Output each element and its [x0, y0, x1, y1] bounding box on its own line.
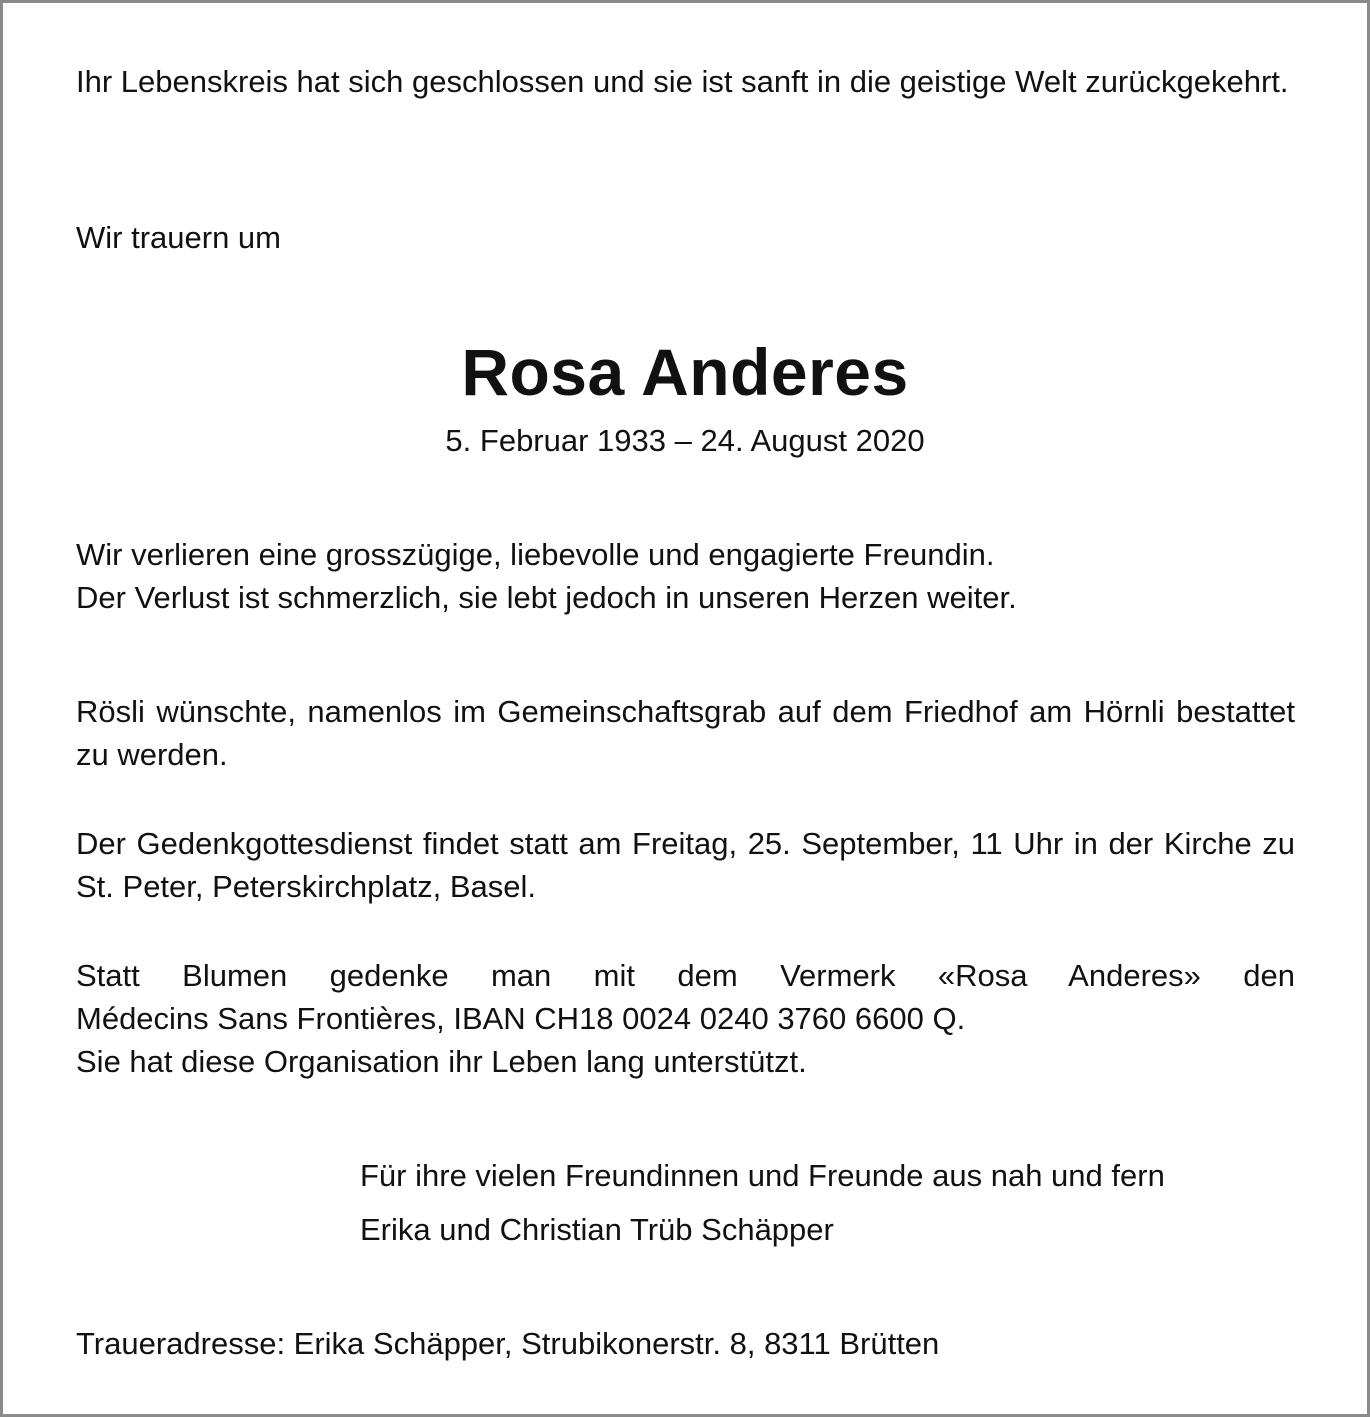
deceased-name: Rosa Anderes: [461, 335, 909, 409]
donation-line-3: Sie hat diese Organisation ihr Leben lang unterstützt.: [76, 1044, 807, 1079]
intro-paragraph: Ihr Lebenskreis hat sich geschlossen und sie ist sanft in die geistige Welt zurückgekehrt.: [76, 64, 1289, 99]
signature-line-2: Erika und Christian Trüb Schäpper: [360, 1212, 834, 1247]
donation-line-1: Statt Blumen gedenke man mit dem Vermerk «Rosa Anderes» den: [76, 958, 1295, 993]
loss-line-2: Der Verlust ist schmerzlich, sie lebt jedoch in unseren Herzen weiter.: [76, 580, 1017, 615]
signature-line-1: Für ihre vielen Freundinnen und Freunde aus nah und fern: [360, 1158, 1165, 1193]
donation-line-2: Médecins Sans Frontières, IBAN CH18 0024 0240 3760 6600 Q.: [76, 1001, 966, 1036]
donation-paragraph: [76, 954, 1295, 1083]
service-paragraph: Der Gedenkgottesdienst findet statt am Freitag, 25. September, 11 Uhr in der Kirche zu St. Peter, Peterskirchplatz, Basel.: [76, 826, 1295, 904]
loss-line-1: Wir verlieren eine grosszügige, liebevolle und engagierte Freundin.: [76, 537, 995, 572]
loss-paragraph: [76, 533, 1295, 619]
mourn-line: Wir trauern um: [76, 220, 281, 255]
burial-paragraph: Rösli wünschte, namenlos im Gemeinschaftsgrab auf dem Friedhof am Hörnli bestattet zu werden.: [76, 694, 1295, 772]
life-dates: 5. Februar 1933 – 24. August 2020: [445, 423, 925, 458]
mourning-address: Traueradresse: Erika Schäpper, Strubikonerstr. 8, 8311 Brütten: [76, 1326, 940, 1361]
